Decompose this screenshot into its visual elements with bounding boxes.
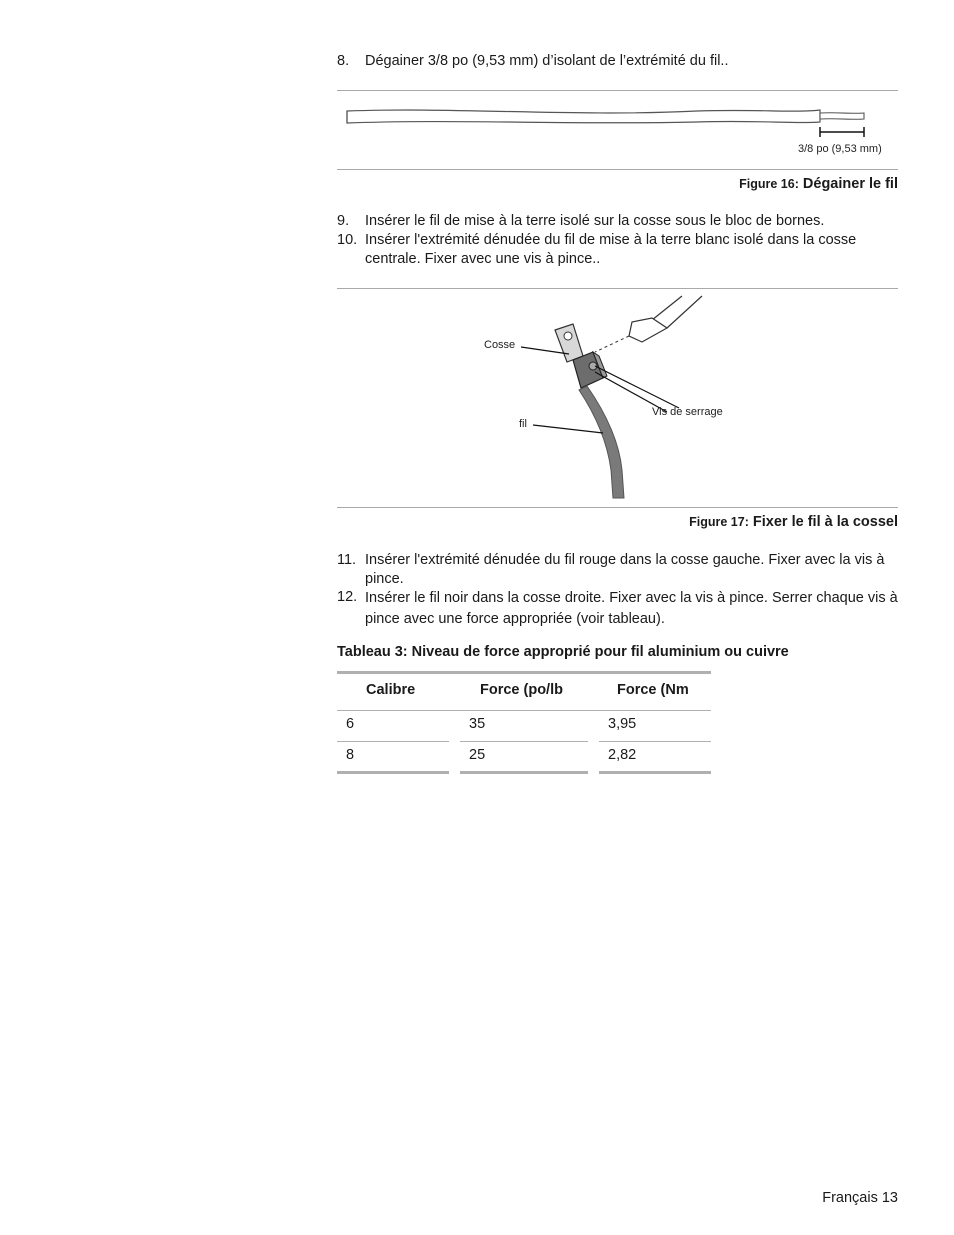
step-10 <box>337 231 907 271</box>
step-text: Insérer le fil noir dans la cosse droite. Fixer avec la vis à pince. Serrer chaque vis à pince avec une force appropriée (voir tableau). <box>365 590 898 627</box>
label-cosse: Cosse <box>484 339 516 351</box>
label-fil: fil <box>519 418 527 430</box>
table-row-rule <box>337 741 449 742</box>
label-vis-de-serrage: Vis de serrage <box>652 406 723 418</box>
table-cell: 6 <box>346 716 355 732</box>
figure-17-caption <box>689 514 898 530</box>
page-footer: Français 13 <box>822 1190 898 1206</box>
table-header-rule <box>337 710 711 711</box>
step-text: Insérer l'extrémité dénudée du fil rouge dans la cosse gauche. Fixer avec la vis à pince. <box>365 552 885 587</box>
table-bottom-bar <box>599 771 711 774</box>
table-cell: 2,82 <box>608 747 637 763</box>
step-number: 11. <box>337 552 357 568</box>
step-12 <box>337 588 907 632</box>
step-number: 9. <box>337 213 350 229</box>
figure-number: Figure 16: <box>739 177 799 191</box>
table-header-calibre: Calibre <box>366 682 416 698</box>
figure-top-rule <box>337 288 898 289</box>
step-text: Dégainer 3/8 po (9,53 mm) d’isolant de l’extrémité du fil.. <box>365 53 729 69</box>
figure-title: Fixer le fil à la cossel <box>752 514 898 530</box>
step-9 <box>337 212 907 232</box>
step-8 <box>337 52 907 72</box>
dimension-label: 3/8 po (9,53 mm) <box>798 143 882 155</box>
table-bottom-bar <box>337 771 449 774</box>
figure-bottom-rule <box>337 507 898 508</box>
table-cell: 25 <box>469 747 486 763</box>
step-number: 8. <box>337 53 350 69</box>
figure-top-rule <box>337 90 898 91</box>
figure-bottom-rule <box>337 169 898 170</box>
table-bottom-bar <box>460 771 588 774</box>
table-title: Tableau 3: Niveau de force approprié pour fil aluminium ou cuivre <box>337 644 789 660</box>
figure-number: Figure 17: <box>689 515 749 529</box>
table-cell: 35 <box>469 716 486 732</box>
step-11 <box>337 551 907 591</box>
figure-title: Dégainer le fil <box>802 176 898 192</box>
table-top-bar <box>337 671 711 674</box>
table-cell: 3,95 <box>608 716 637 732</box>
table-header-force-nm: Force (Nm <box>617 682 689 698</box>
lug-and-wire-illustration <box>337 290 898 505</box>
step-text: Insérer l'extrémité dénudée du fil de mise à la terre blanc isolé dans la cosse centrale. Fixer avec une vis à pince.. <box>365 232 857 267</box>
figure-16-caption <box>739 176 898 192</box>
step-number: 10. <box>337 232 358 248</box>
step-text: Insérer le fil de mise à la terre isolé sur la cosse sous le bloc de bornes. <box>365 213 825 229</box>
table-cell: 8 <box>346 747 355 763</box>
table-header-force-polb: Force (po/lb <box>480 682 563 698</box>
table-row-rule <box>460 741 588 742</box>
step-number: 12. <box>337 589 358 605</box>
table-row-rule <box>599 741 711 742</box>
